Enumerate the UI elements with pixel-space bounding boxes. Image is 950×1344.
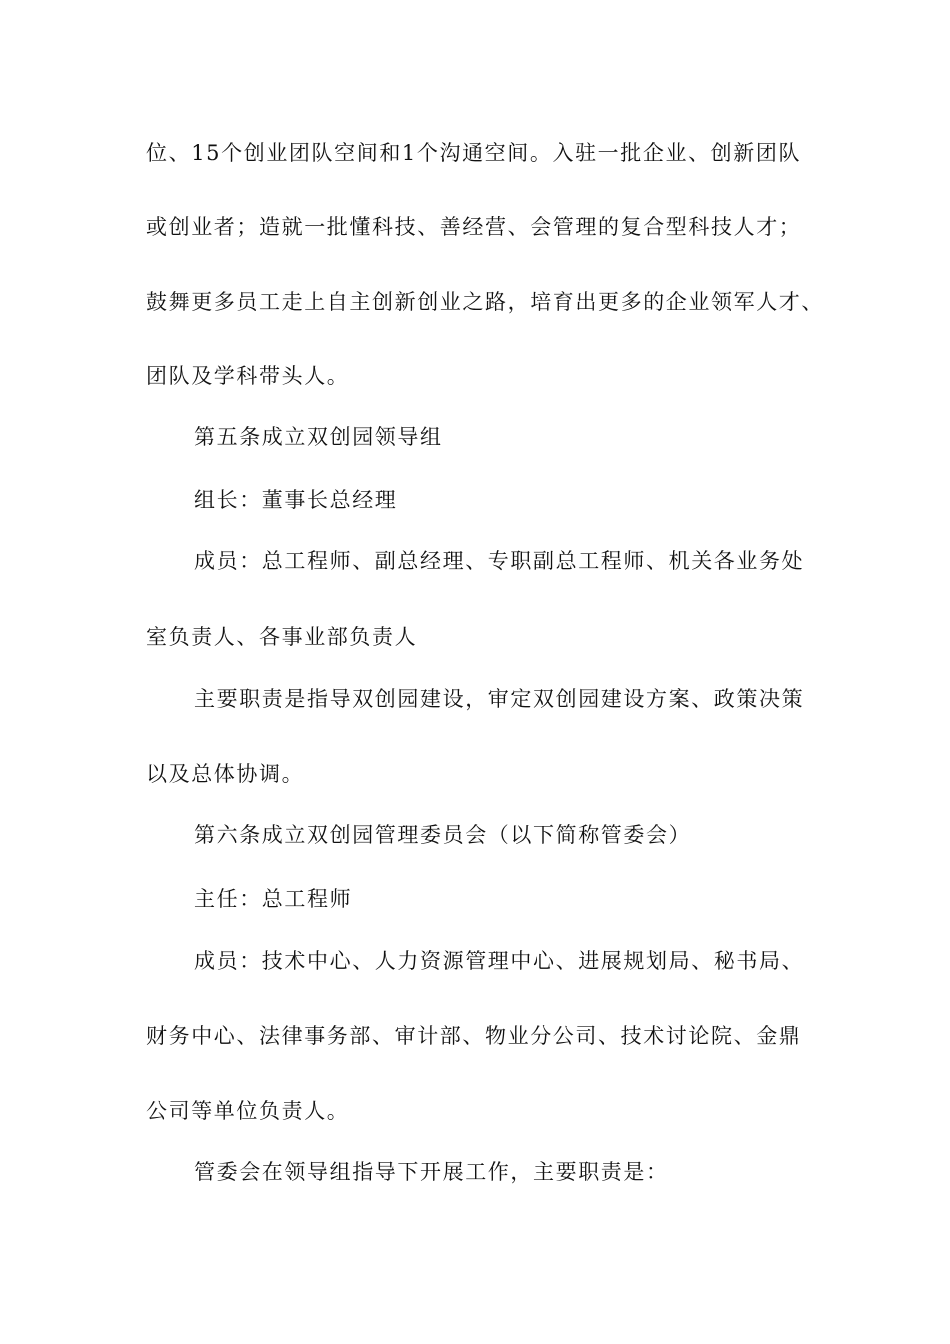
article-heading-5: 第五条成立双创园领导组 [194, 425, 443, 449]
text-line-7: 成员：总工程师、副总经理、专职副总工程师、机关各业务处 [194, 549, 805, 573]
text-line-13: 成员：技术中心、人力资源管理中心、进展规划局、秘书局、 [194, 949, 805, 973]
text-line-1: 位、15个创业团队空间和1个沟通空间。入驻一批企业、创新团队 [146, 141, 802, 165]
text-line-15: 公司等单位负责人。 [146, 1099, 350, 1123]
text-line-16: 管委会在领导组指导下开展工作，主要职责是： [194, 1160, 669, 1184]
text-line-10: 以及总体协调。 [146, 762, 305, 786]
text-line-8: 室负责人、各事业部负责人 [146, 625, 418, 649]
text-line-9: 主要职责是指导双创园建设，审定双创园建设方案、政策决策 [194, 687, 805, 711]
text-line-6: 组长：董事长总经理 [194, 488, 398, 512]
text-line-3: 鼓舞更多员工走上自主创新创业之路，培育出更多的企业领军人才、 [146, 290, 824, 314]
article-heading-6: 第六条成立双创园管理委员会（以下简称管委会） [194, 823, 692, 847]
text-line-2: 或创业者；造就一批懂科技、善经营、会管理的复合型科技人才； [146, 215, 802, 239]
text-line-4: 团队及学科带头人。 [146, 364, 350, 388]
text-line-14: 财务中心、法律事务部、审计部、物业分公司、技术讨论院、金鼎 [146, 1024, 802, 1048]
text-line-12: 主任：总工程师 [194, 887, 353, 911]
